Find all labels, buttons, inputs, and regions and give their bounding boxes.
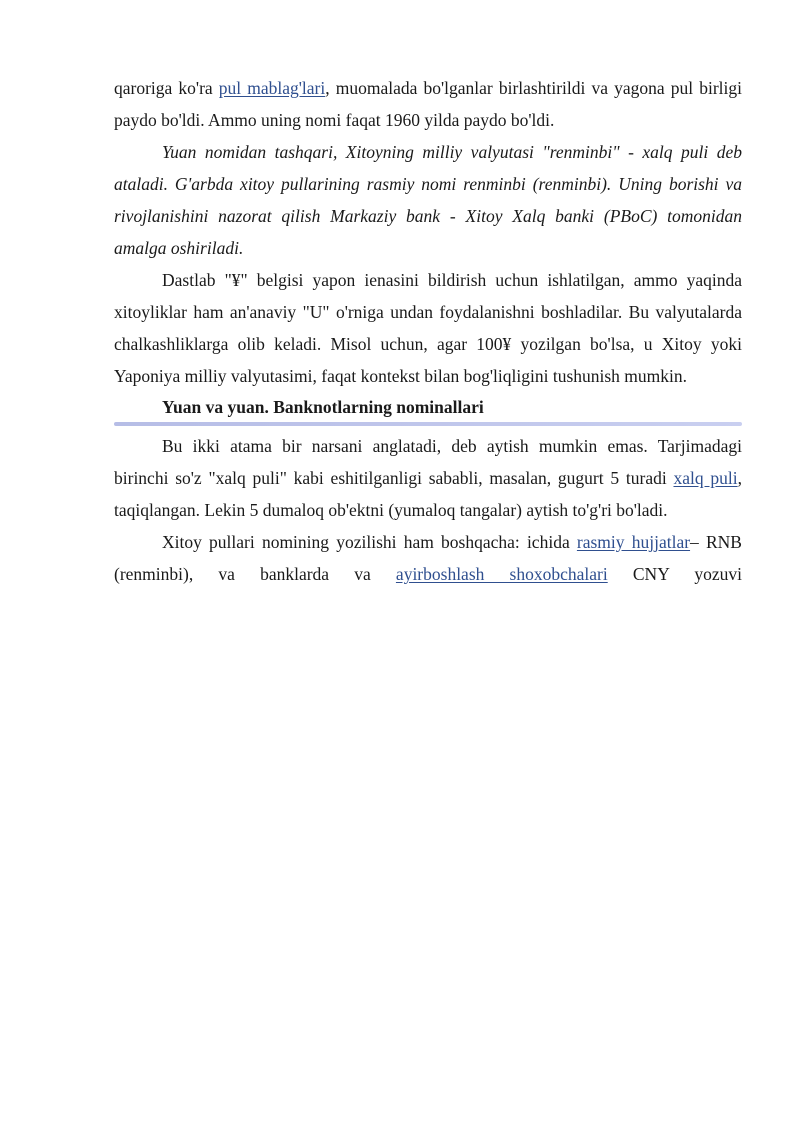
link-pul-mablaglari[interactable]: pul mablag'lari: [218, 78, 326, 98]
link-rasmiy-hujjatlar[interactable]: rasmiy hujjatlar: [576, 532, 691, 552]
paragraph-4-text-b: , taqiqlangan. Lekin 5 dumaloq ob'ektni (yumaloq tangalar) aytish to'g'ri bo'ladi.: [114, 468, 742, 520]
heading-underline-rule: [114, 422, 742, 426]
paragraph-1: [114, 72, 742, 136]
paragraph-4: [114, 430, 742, 526]
paragraph-5-text-a: Xitoy pullari nomining yozilishi ham boshqacha: ichida: [162, 532, 577, 552]
paragraph-2: Yuan nomidan tashqari, Xitoyning milliy valyutasi "renminbi" - xalq puli deb ataladi. G'arbda xitoy pullarining rasmiy nomi renminbi (renminbi). Uning borishi va rivojlanishini nazorat qilish Markaziy bank - Xitoy Xalq banki (PBoC) tomonidan amalga oshiriladi.: [114, 142, 742, 258]
paragraph-3: Dastlab "¥" belgisi yapon ienasini bildirish uchun ishlatilgan, ammo yaqinda xitoyliklar ham an'anaviy "U" o'rniga undan foydalanishni boshladilar. Bu valyutalarda chalkashliklarga olib keladi. Misol uchun, agar 100¥ yozilgan bo'lsa, u Xitoy yoki Yaponiya milliy valyutasimi, faqat kontekst bilan bog'liqligini tushunish mumkin.: [114, 270, 742, 386]
paragraph-1-text-b: , muomalada bo'lganlar birlashtirildi va yagona pul birligi paydo bo'ldi. Ammo uning nomi faqat 1960 yilda paydo bo'ldi.: [114, 78, 742, 130]
paragraph-5-text-b: – RNB (renminbi), va banklarda va: [114, 532, 742, 584]
paragraph-5: [114, 526, 742, 590]
page-content: [114, 72, 742, 590]
link-xalq-puli[interactable]: xalq puli: [673, 468, 738, 488]
link-ayirboshlash-shoxobchalari[interactable]: ayirboshlash shoxobchalari: [395, 564, 608, 584]
paragraph-1-text-a: qaroriga ko'ra: [114, 78, 219, 98]
paragraph-4-text-a: Bu ikki atama bir narsani anglatadi, deb aytish mumkin emas. Tarjimadagi birinchi so'z "xalq puli" kabi eshitilganligi sababli, masalan, gugurt 5 turadi: [114, 436, 742, 488]
paragraph-5-text-c: CNY yozuvi: [607, 564, 742, 584]
section-heading: Yuan va yuan. Banknotlarning nominallari: [162, 397, 484, 417]
